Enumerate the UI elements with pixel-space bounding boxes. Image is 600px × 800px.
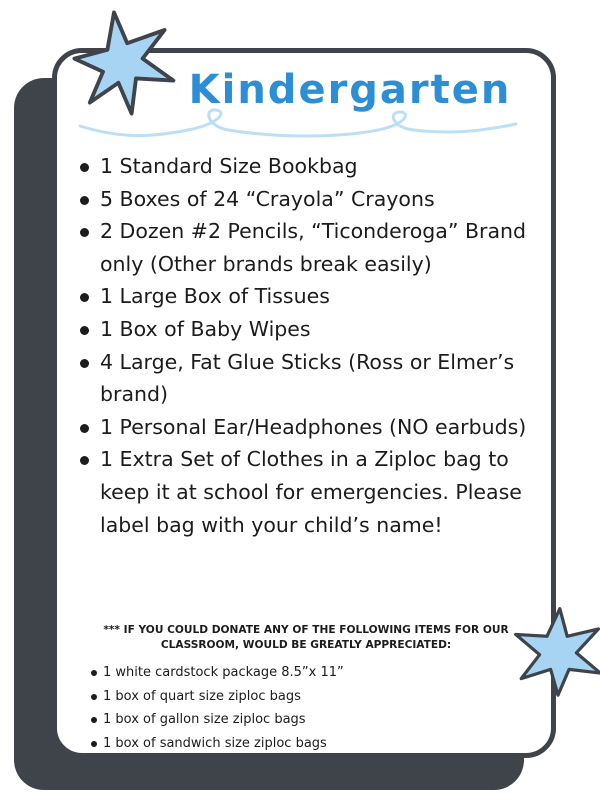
list-item: 1 box of gallon size ziploc bags <box>90 708 430 732</box>
star-icon <box>512 605 600 697</box>
list-item: 1 box of quart size ziploc bags <box>90 685 430 709</box>
swirl-divider-icon <box>78 108 518 148</box>
page-title: Kindergarten <box>188 67 512 113</box>
list-item: 4 Large, Fat Glue Sticks (Ross or Elmer’s brand) <box>78 346 548 411</box>
list-item: 5 Boxes of 24 “Crayola” Crayons <box>78 183 548 216</box>
list-item: 1 Large Box of Tissues <box>78 280 548 313</box>
list-item: 1 box of sandwich size ziploc bags <box>90 732 430 756</box>
donation-list <box>90 661 430 755</box>
list-item: 1 Personal Ear/Headphones (NO earbuds) <box>78 411 548 444</box>
list-item: 1 Standard Size Bookbag <box>78 150 548 183</box>
list-item: 1 Extra Set of Clothes in a Ziploc bag to keep it at school for emergencies. Please label bag with your child’s name! <box>78 443 548 541</box>
list-item: 1 Box of Baby Wipes <box>78 313 548 346</box>
list-item: 1 white cardstock package 8.5”x 11” <box>90 661 430 685</box>
list-item: 2 Dozen #2 Pencils, “Ticonderoga” Brand only (Other brands break easily) <box>78 215 548 280</box>
donation-note: *** IF YOU COULD DONATE ANY OF THE FOLLOWING ITEMS FOR OUR CLASSROOM, WOULD BE GREATLY APPRECIATED: <box>103 624 509 651</box>
supply-list <box>78 150 548 541</box>
